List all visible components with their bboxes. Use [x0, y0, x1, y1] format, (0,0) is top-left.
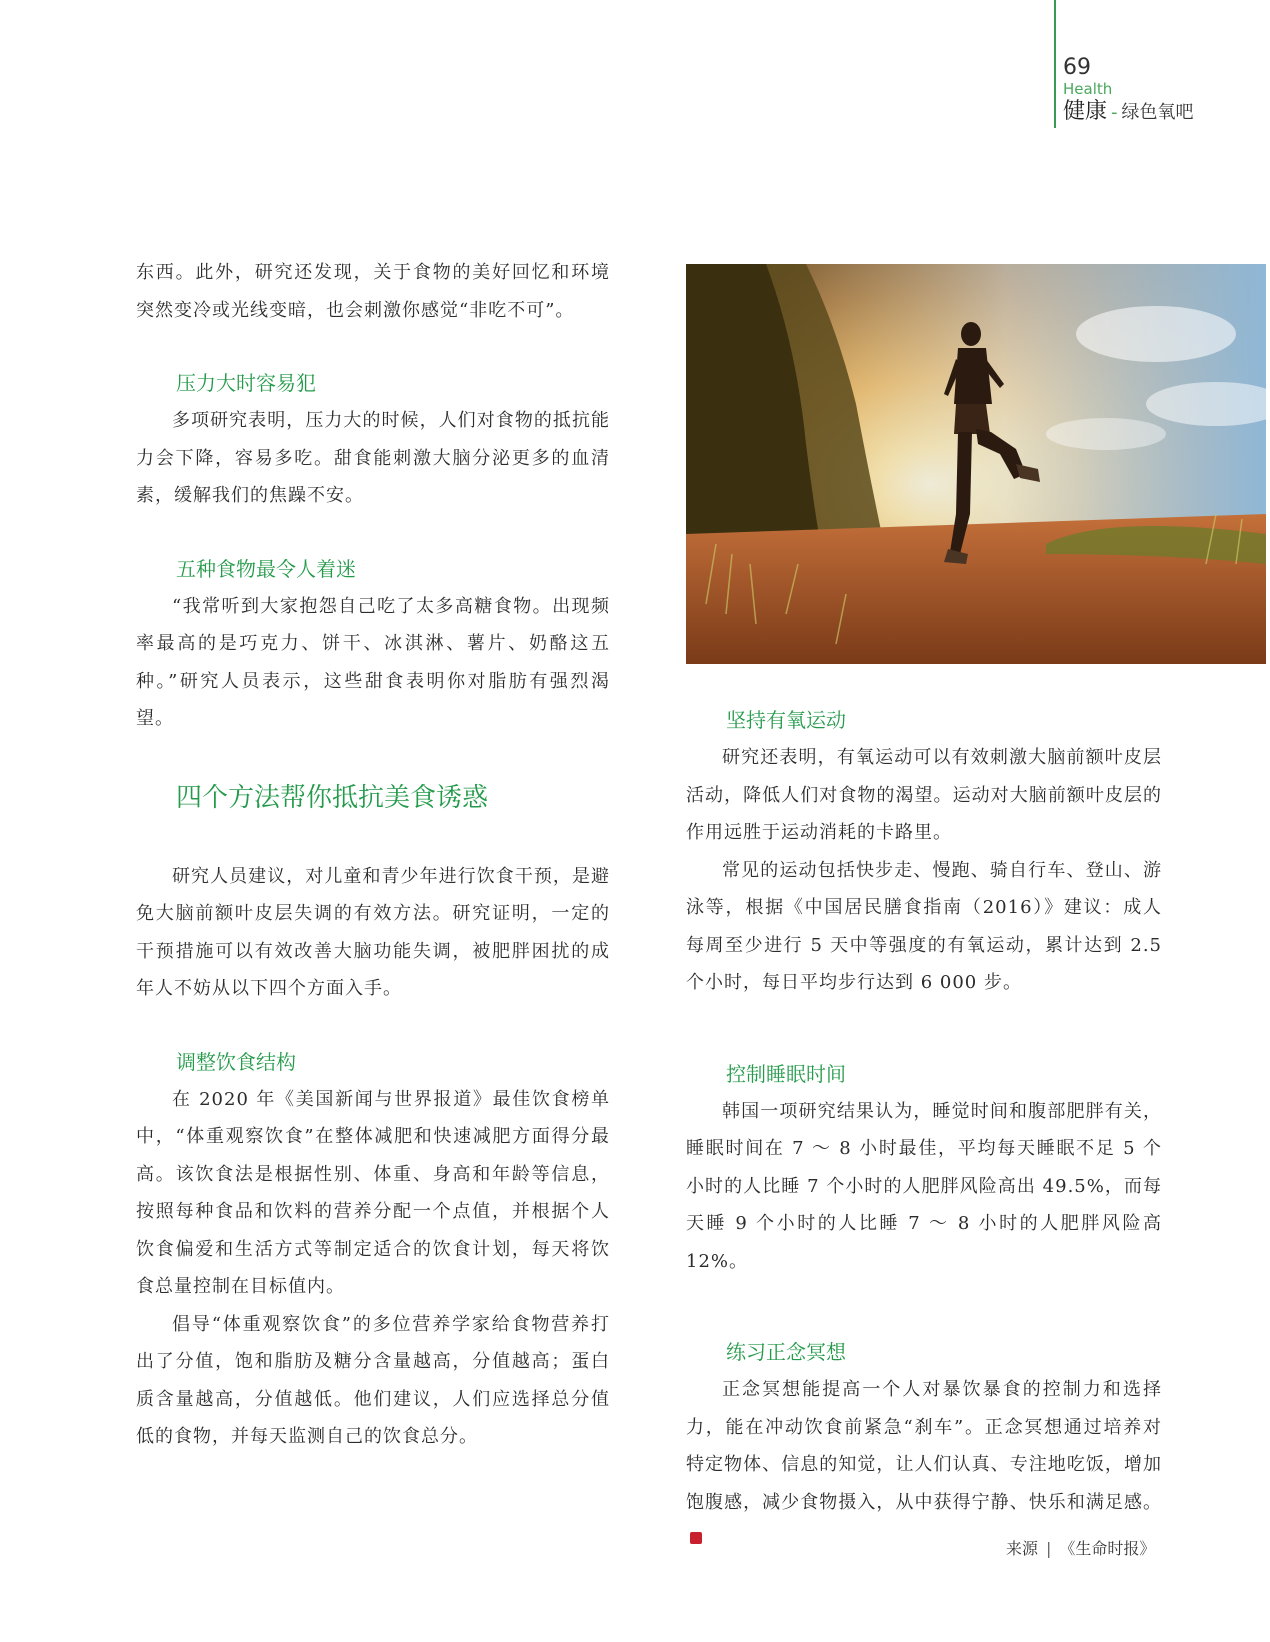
runner-photo: [686, 264, 1266, 664]
source-separator: |: [1046, 1539, 1052, 1558]
paragraph-meditation-text: 正念冥想能提高一个人对暴饮暴食的控制力和选择力，能在冲动饮食前紧急“刹车”。正念冥想通过培养对特定物体、信息的知觉，让人们认真、专注地吃饭，增加饱腹感，减少食物摄入，从中获得宁静、快乐和满足感。: [686, 1379, 1162, 1513]
page-header: [1063, 56, 1194, 127]
page-number: 69: [1063, 55, 1091, 80]
subheading-sleep: 控制睡眠时间: [726, 1061, 846, 1086]
subheading-meditation: 练习正念冥想: [726, 1340, 846, 1364]
section-dash: -: [1111, 102, 1118, 123]
paragraph-intro: 研究人员建议，对儿童和青少年进行饮食干预，是避免大脑前额叶皮层失调的有效方法。研究证明，一定的干预措施可以有效改善大脑功能失调，被肥胖困扰的成年人不妨从以下四个方面入手。: [136, 865, 610, 999]
subheading-aerobic: 坚持有氧运动: [726, 708, 846, 732]
paragraph-stress: 多项研究表明，压力大的时候，人们对食物的抵抗能力会下降，容易多吃。甜食能刺激大脑分泌更多的血清素，缓解我们的焦躁不安。: [136, 410, 610, 506]
section-name-cn: 健康: [1063, 99, 1108, 124]
subheading-five-foods: 五种食物最令人着迷: [176, 556, 356, 581]
subheading-diet: 调整饮食结构: [176, 1049, 296, 1074]
paragraph-aerobic-1: 研究还表明，有氧运动可以有效刺激大脑前额叶皮层活动，降低人们对食物的渴望。运动对大脑前额叶皮层的作用远胜于运动消耗的卡路里。: [686, 747, 1162, 843]
section-name-en: Health: [1063, 80, 1113, 98]
subheading-stress: 压力大时容易犯: [176, 371, 316, 395]
source-name: 《生命时报》: [1059, 1539, 1156, 1558]
section-line: [1063, 98, 1194, 127]
paragraph-continued: 东西。此外，研究还发现，关于食物的美好回忆和环境突然变冷或光线变暗，也会刺激你感觉“非吃不可”。: [136, 262, 610, 321]
right-column: [686, 702, 1162, 1559]
paragraph-aerobic-2: 常见的运动包括快步走、慢跑、骑自行车、登山、游泳等，根据《中国居民膳食指南（2016）》建议：成人每周至少进行 5 天中等强度的有氧运动，累计达到 2.5 个小时，每日平均步行达到 6 000 步。: [686, 859, 1162, 993]
paragraph-five-foods: “我常听到大家抱怨自己吃了太多高糖食物。出现频率最高的是巧克力、饼干、冰淇淋、薯片、奶酪这五种。”研究人员表示，这些甜食表明你对脂肪有强烈渴望。: [136, 595, 610, 729]
paragraph-diet-1: 在 2020 年《美国新闻与世界报道》最佳饮食榜单中，“体重观察饮食”在整体减肥和快速减肥方面得分最高。该饮食法是根据性别、体重、身高和年龄等信息，按照每种食品和饮料的营养分配一个点值，并根据个人饮食偏爱和生活方式等制定适合的饮食计划，每天将饮食总量控制在目标值内。: [136, 1088, 610, 1297]
source-label: 来源: [1006, 1539, 1039, 1558]
header-rule: [1054, 0, 1056, 128]
paragraph-diet-2: 倡导“体重观察饮食”的多位营养学家给食物营养打出了分值，饱和脂肪及糖分含量越高，分值越高；蛋白质含量越高，分值越低。他们建议，人们应选择总分值低的食物，并每天监测自己的饮食总分。: [136, 1313, 610, 1447]
left-column: [136, 254, 610, 1456]
source-credit: [1006, 1536, 1155, 1559]
paragraph-meditation: [686, 1371, 1162, 1559]
column-name: 绿色氧吧: [1121, 102, 1194, 123]
paragraph-sleep: 韩国一项研究结果认为，睡觉时间和腹部肥胖有关，睡眠时间在 7 ～ 8 小时最佳，平均每天睡眠不足 5 个小时的人比睡 7 个小时的人肥胖风险高出 49.5%，而每天睡 9 个小时的人比睡 7 ～ 8 小时的人肥胖风险高 12%。: [686, 1100, 1162, 1272]
main-heading: 四个方法帮你抵抗美食诱惑: [176, 782, 489, 813]
end-mark-icon: [690, 1532, 702, 1544]
